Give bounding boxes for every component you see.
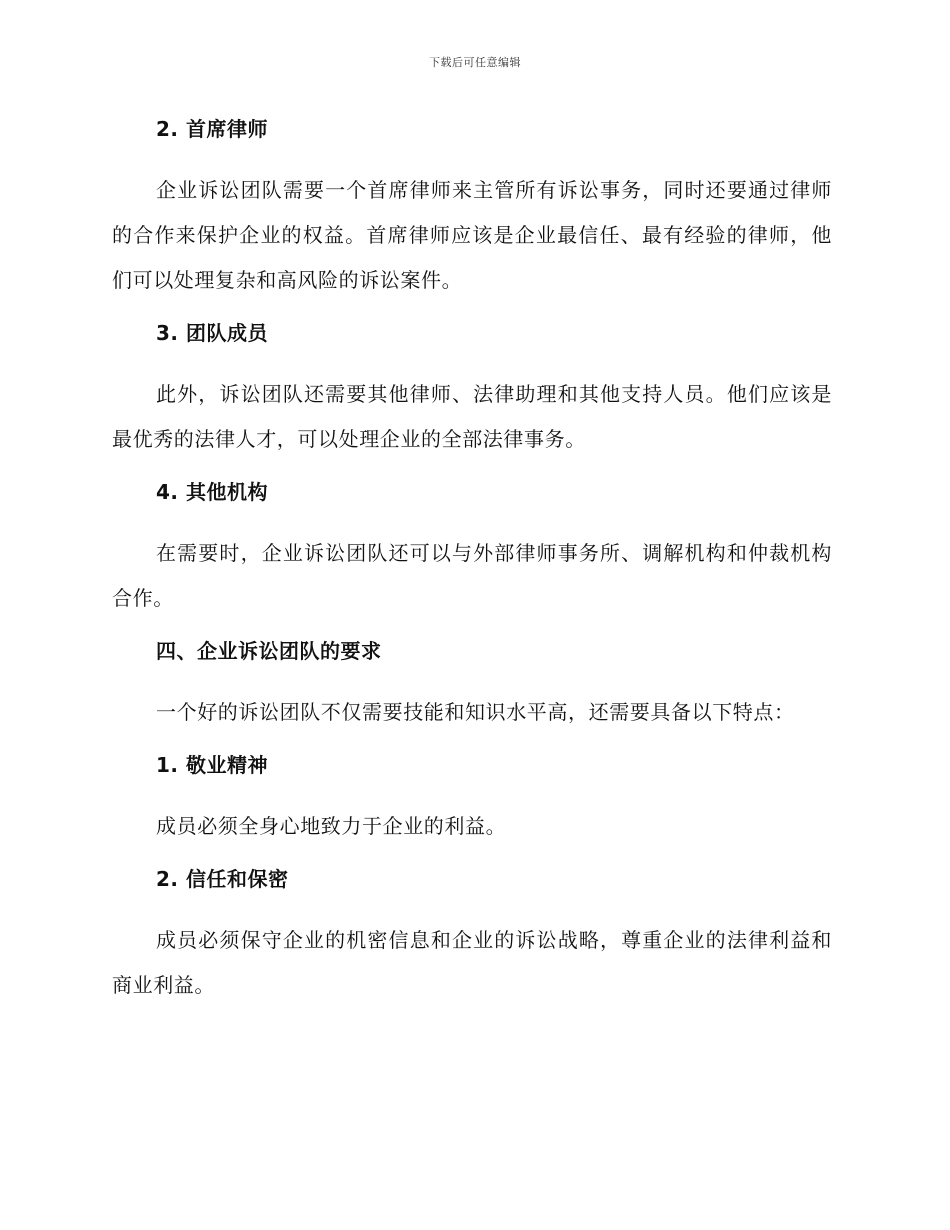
- page-header: 下载后可任意编辑: [429, 56, 521, 69]
- document-body: [112, 111, 832, 1020]
- paragraph-chief-lawyer: 企业诉讼团队需要一个首席律师来主管所有诉讼事务，同时还要通过律师的合作来保护企业的权益。首席律师应该是企业最信任、最有经验的律师，他们可以处理复杂和高风险的诉讼案件。: [112, 178, 832, 292]
- paragraph-other-institutions: 在需要时，企业诉讼团队还可以与外部律师事务所、调解机构和仲裁机构合作。: [112, 541, 832, 610]
- paragraph-dedication: 成员必须全身心地致力于企业的利益。: [156, 814, 507, 838]
- section-heading-other-institutions: 4. 其他机构: [156, 480, 268, 504]
- section-heading-chief-lawyer: 2. 首席律师: [156, 117, 268, 141]
- section-heading-trust-confidentiality: 2. 信任和保密: [156, 867, 289, 891]
- paragraph-trust-confidentiality: 成员必须保守企业的机密信息和企业的诉讼战略，尊重企业的法律利益和商业利益。: [112, 928, 832, 997]
- section-heading-team-requirements: 四、企业诉讼团队的要求: [156, 639, 382, 663]
- section-heading-dedication: 1. 敬业精神: [156, 753, 268, 777]
- section-heading-team-members: 3. 团队成员: [156, 321, 268, 345]
- paragraph-team-requirements: 一个好的诉讼团队不仅需要技能和知识水平高，还需要具备以下特点：: [156, 700, 795, 724]
- paragraph-team-members: 此外，诉讼团队还需要其他律师、法律助理和其他支持人员。他们应该是最优秀的法律人才，可以处理企业的全部法律事务。: [112, 382, 832, 451]
